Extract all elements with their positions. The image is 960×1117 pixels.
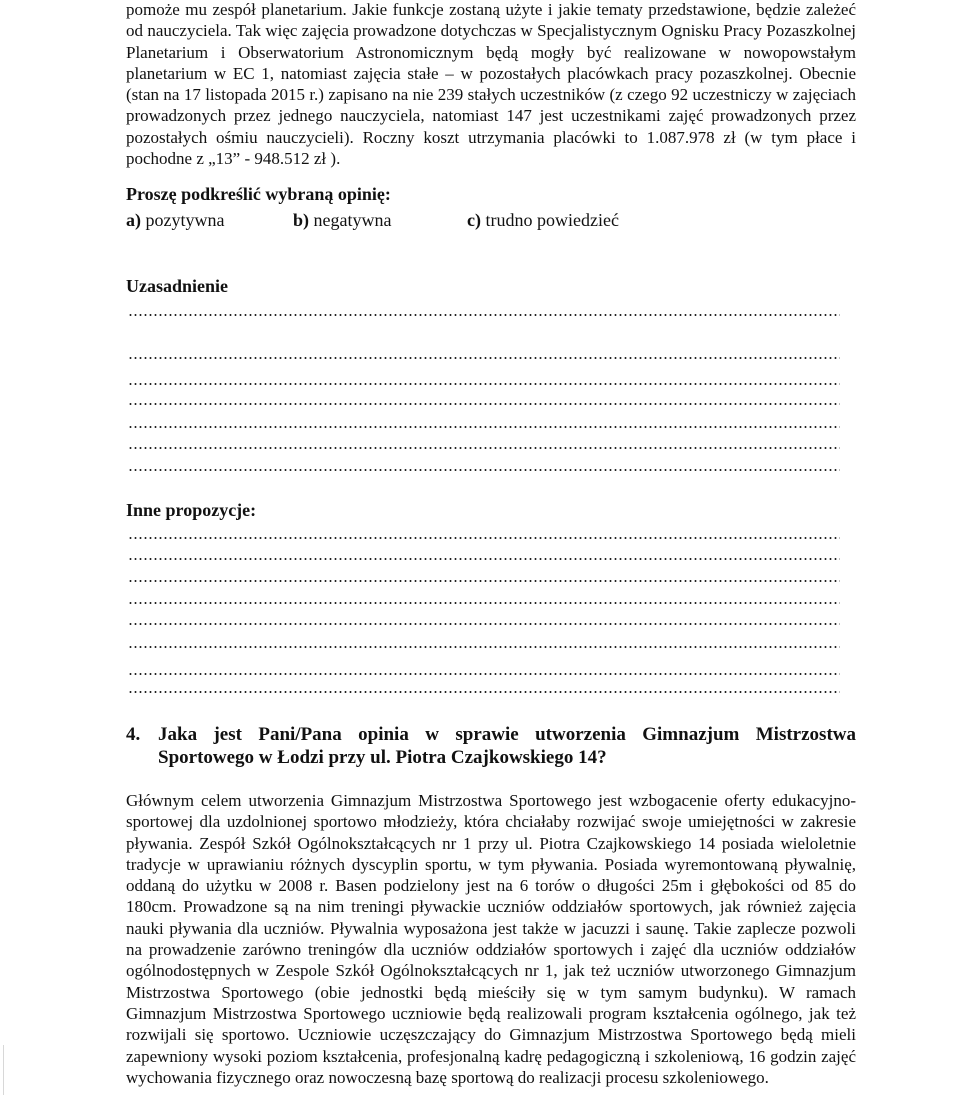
option-hard-to-say-label: trudno powiedzieć: [485, 210, 619, 230]
proposals-line-3[interactable]: [128, 580, 840, 582]
proposals-line-2[interactable]: [128, 558, 840, 560]
answer-4-paragraph: Głównym celem utworzenia Gimnazjum Mistrzostwa Sportowego jest wzbogacenie oferty edukacyjno-sportowej dla uzdolnionej sportowo młodzieży, która chciałaby rozwijać swoje umiejętności w zakresie pływania. Zespół Szkół Ogólnokształcących nr 1 przy ul. Piotra Czajkowskiego 14 posiada wieloletnie tradycje w uprawianiu różnych dyscyplin sportu, w tym pływania. Posiada wyremontowaną pływalnię, oddaną do użytku w 2008 r. Basen podzielony jest na 6 torów o długości 25m i głębokości od 85 do 180cm. Prowadzone są na nim treningi pływackie uczniów oddziałów sportowych, jak również zajęcia nauki pływania dla uczniów. Pływalnia wyposażona jest także w jacuzzi i saunę. Takie zaplecze pozwoli na prowadzenie zarówno treningów dla uczniów oddziałów sportowych i zajęć dla uczniów oddziałów ogólnodostępnych w Zespole Szkół Ogólnokształcących nr 1, jak też uczniów utworzonego Gimnazjum Mistrzostwa Sportowego (obie jednostki będą mieściły się w tym samym budynku). W ramach Gimnazjum Mistrzostwa Sportowego uczniowie będą realizowali program kształcenia ogólnego, jak też rozwijali się sportowo. Uczniowie uczęszczający do Gimnazjum Mistrzostwa Sportowego będą mieli zapewniony wysoki poziom kształcenia, profesjonalną kadrę pedagogiczną i szkoleniową, 16 godzin zajęć wychowania fizycznego oraz nowoczesną bazę sportową do realizacji procesu szkoleniowego.: [126, 791, 856, 1087]
option-negative-letter: b): [293, 210, 310, 230]
proposals-line-8[interactable]: [128, 691, 840, 693]
option-positive[interactable]: [126, 210, 224, 231]
option-positive-letter: a): [126, 210, 141, 230]
option-negative-label: negatywna: [313, 210, 392, 230]
justification-line-1[interactable]: [128, 314, 840, 316]
justification-line-6[interactable]: [128, 447, 840, 449]
question-4-line-1: Jaka jest Pani/Pana opinia w sprawie utworzenia Gimnazjum Mistrzostwa: [158, 724, 856, 745]
option-negative[interactable]: [293, 210, 391, 231]
proposals-line-7[interactable]: [128, 673, 840, 675]
proposals-line-5[interactable]: [128, 623, 840, 625]
proposals-line-6[interactable]: [128, 646, 840, 648]
option-hard-to-say-letter: c): [467, 210, 481, 230]
justification-line-2[interactable]: [128, 357, 840, 359]
proposals-line-4[interactable]: [128, 602, 840, 604]
option-hard-to-say[interactable]: [467, 210, 619, 231]
opinion-prompt: Proszę podkreślić wybraną opinię:: [126, 184, 391, 204]
other-proposals-heading: Inne propozycje:: [126, 500, 257, 520]
scan-margin-mark: [3, 1045, 4, 1095]
justification-line-4[interactable]: [128, 403, 840, 405]
question-4: [126, 723, 856, 769]
proposals-line-1[interactable]: [128, 537, 840, 539]
intro-paragraph: pomoże mu zespół planetarium. Jakie funkcje zostaną użyte i jakie tematy przedstawione, będzie zależeć od nauczyciela. Tak więc zajęcia prowadzone dotychczas w Specjalistycznym Ognisku Pracy Pozaszkolnej Planetarium i Obserwatorium Astronomicznym będą mogły być realizowane w nowopowstałym planetarium w EC 1, natomiast zajęcia stałe – w pozostałych placówkach pracy pozaszkolnej. Obecnie (stan na 17 listopada 2015 r.) zapisano na nie 239 stałych uczestników (z czego 92 uczestniczy w zajęciach prowadzonych przez jednego nauczyciela, natomiast 147 jest uczestnikami zajęć prowadzonych przez pozostałych ośmiu nauczycieli). Roczny koszt utrzymania placówki to 1.087.978 zł (w tym płace i pochodne z „13” - 948.512 zł ).: [126, 0, 856, 169]
justification-line-3[interactable]: [128, 383, 840, 385]
option-positive-label: pozytywna: [145, 210, 225, 230]
question-4-number: 4.: [126, 724, 141, 745]
justification-heading: Uzasadnienie: [126, 276, 229, 296]
justification-line-7[interactable]: [128, 469, 840, 471]
justification-line-5[interactable]: [128, 426, 840, 428]
question-4-line-2: Sportowego w Łodzi przy ul. Piotra Czajkowskiego 14?: [158, 747, 607, 768]
